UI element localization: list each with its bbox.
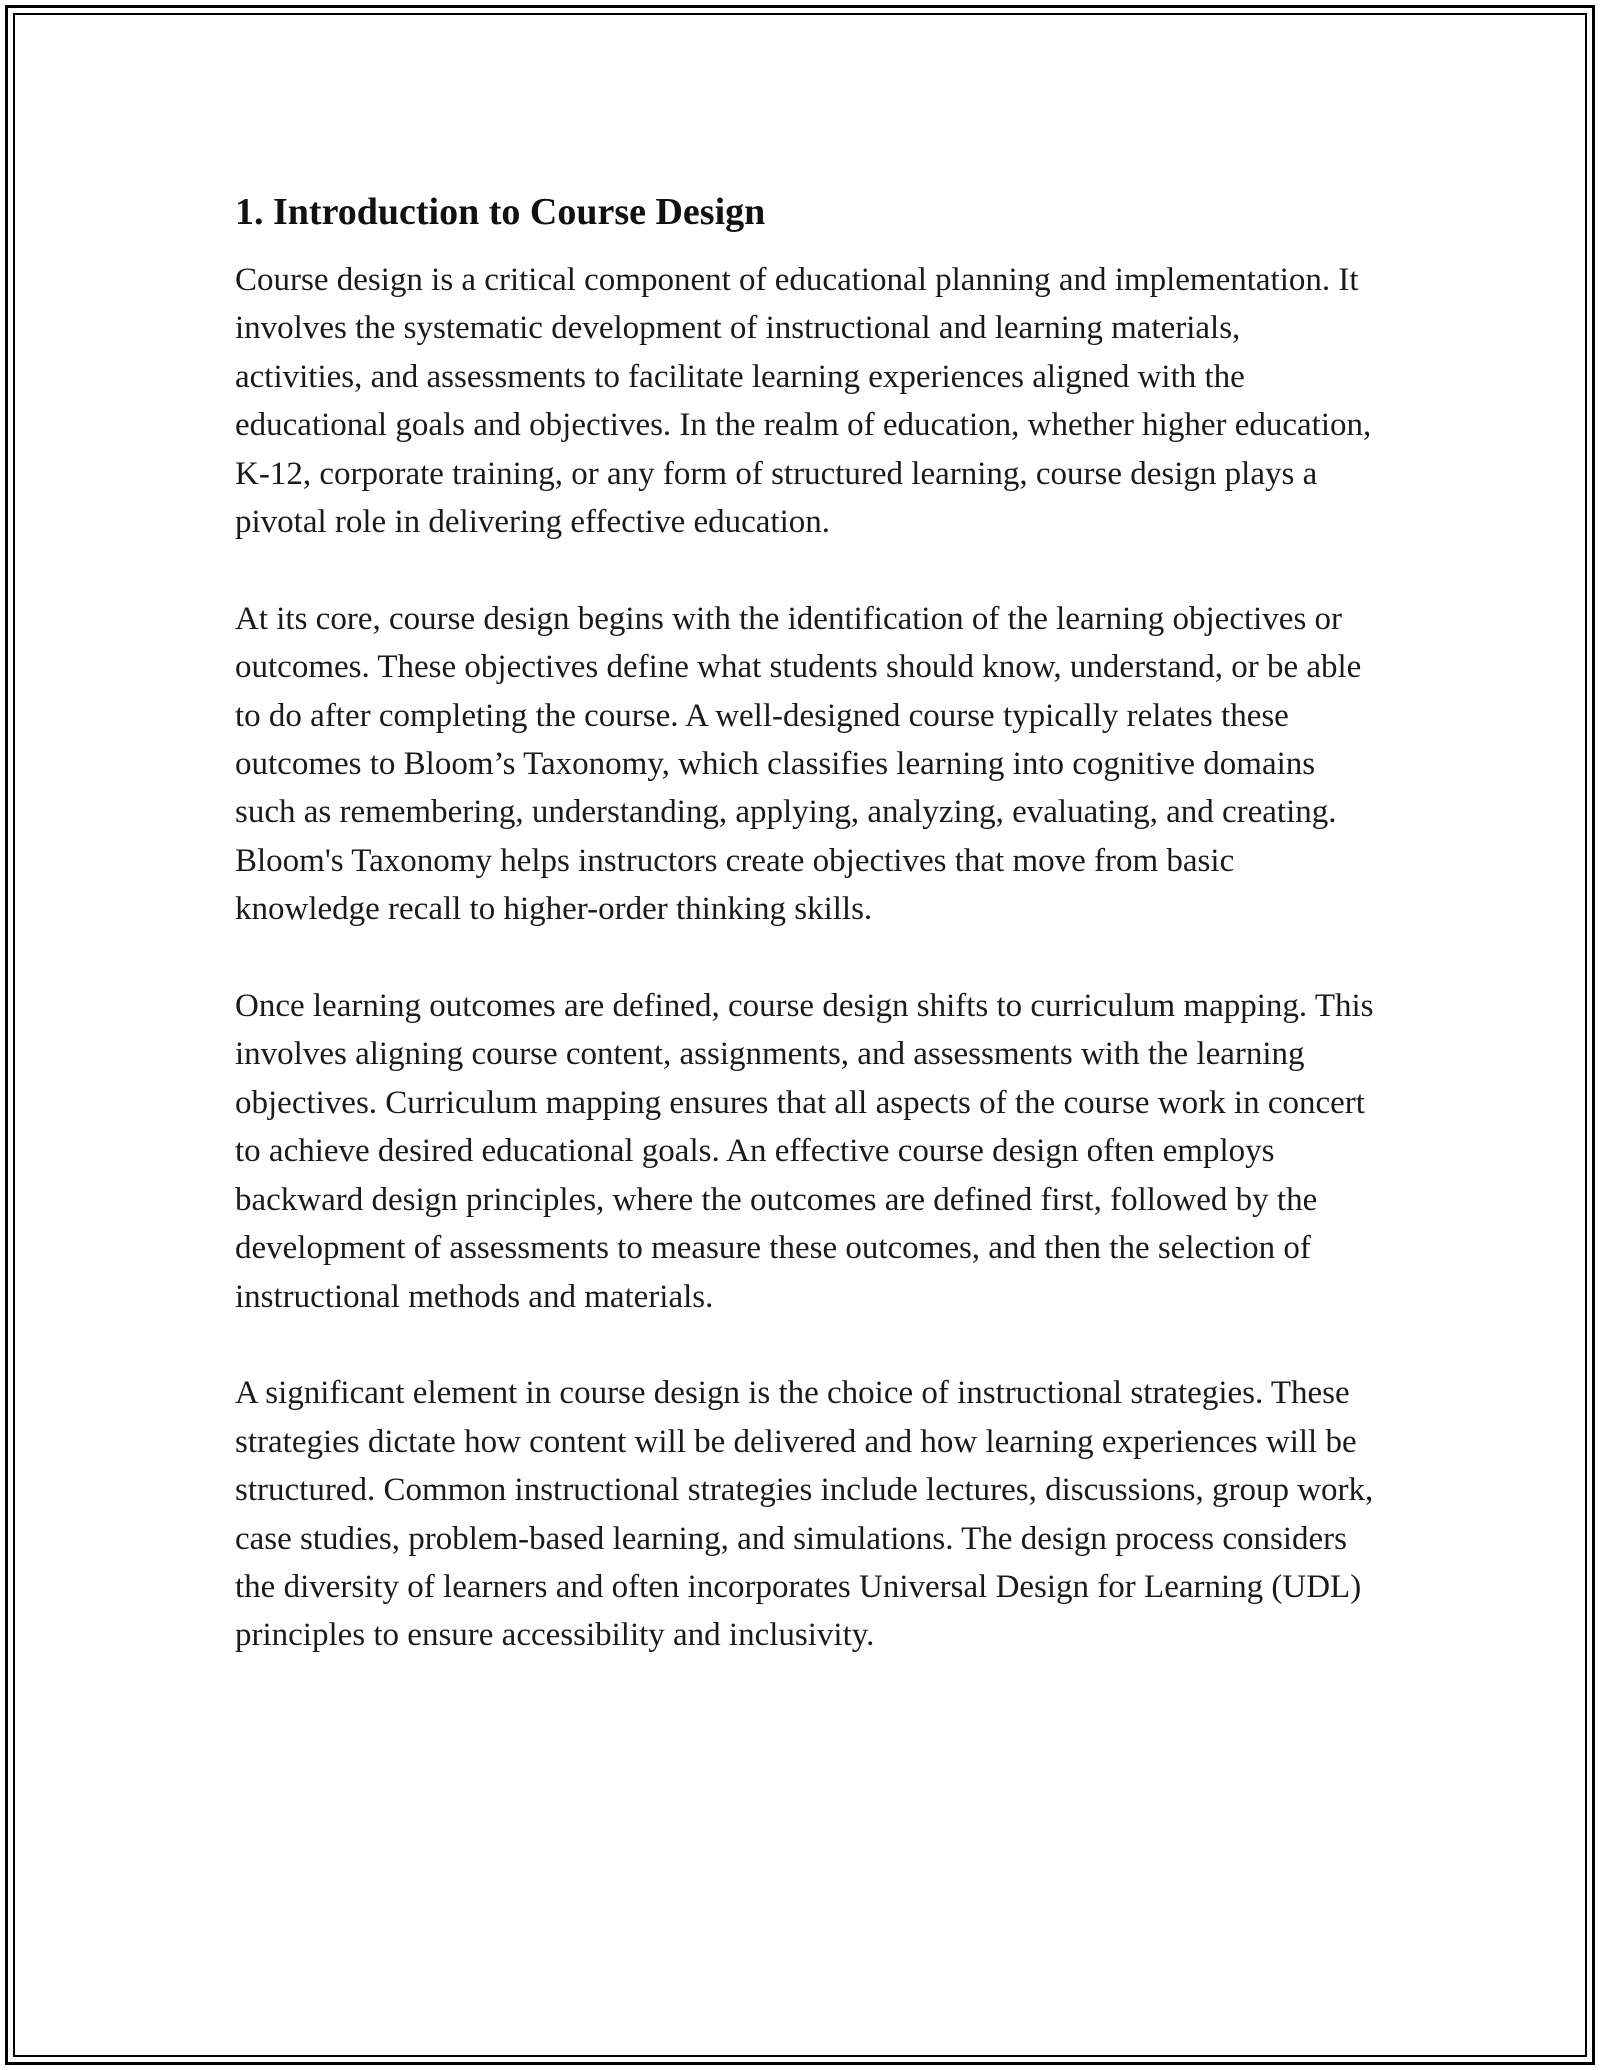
document-body — [235, 186, 1375, 1660]
paragraph-instructional-strategies: A significant element in course design is the choice of instructional strategies. These strategies dictate how content will be delivered and how learning experiences will be structured. Common instructional strategies include lectures, discussions, group work, case studies, problem-based learning, and simulations. The design process considers the diversity of learners and often incorporates Universal Design for Learning (UDL) principles to ensure accessibility and inclusivity. — [235, 1375, 1374, 1654]
paragraph-intro: Course design is a critical component of educational planning and implementation. It involves the systematic development of instructional and learning materials, activities, and assessments to facilitate learning experiences aligned with the educational goals and objectives. In the realm of education, whether higher education, K-12, corporate training, or any form of structured learning, course design plays a pivotal role in delivering effective education. — [235, 262, 1372, 541]
paragraph-learning-objectives: At its core, course design begins with the identification of the learning objectives or outcomes. These objectives define what students should know, understand, or be able to do after completing the course. A well-designed course typically relates these outcomes to Bloom’s Taxonomy, which classifies learning into cognitive domains such as remembering, understanding, applying, analyzing, evaluating, and creating. Bloom's Taxonomy helps instructors create objectives that move from basic knowledge recall to higher-order thinking skills. — [235, 600, 1362, 928]
section-heading: 1. Introduction to Course Design — [235, 191, 766, 233]
paragraph-curriculum-mapping: Once learning outcomes are defined, course design shifts to curriculum mapping. This involves aligning course content, assignments, and assessments with the learning objectives. Curriculum mapping ensures that all aspects of the course work in concert to achieve desired educational goals. An effective course design often employs backward design principles, where the outcomes are defined first, followed by the development of assessments to measure these outcomes, and then the selection of instructional methods and materials. — [235, 988, 1374, 1315]
